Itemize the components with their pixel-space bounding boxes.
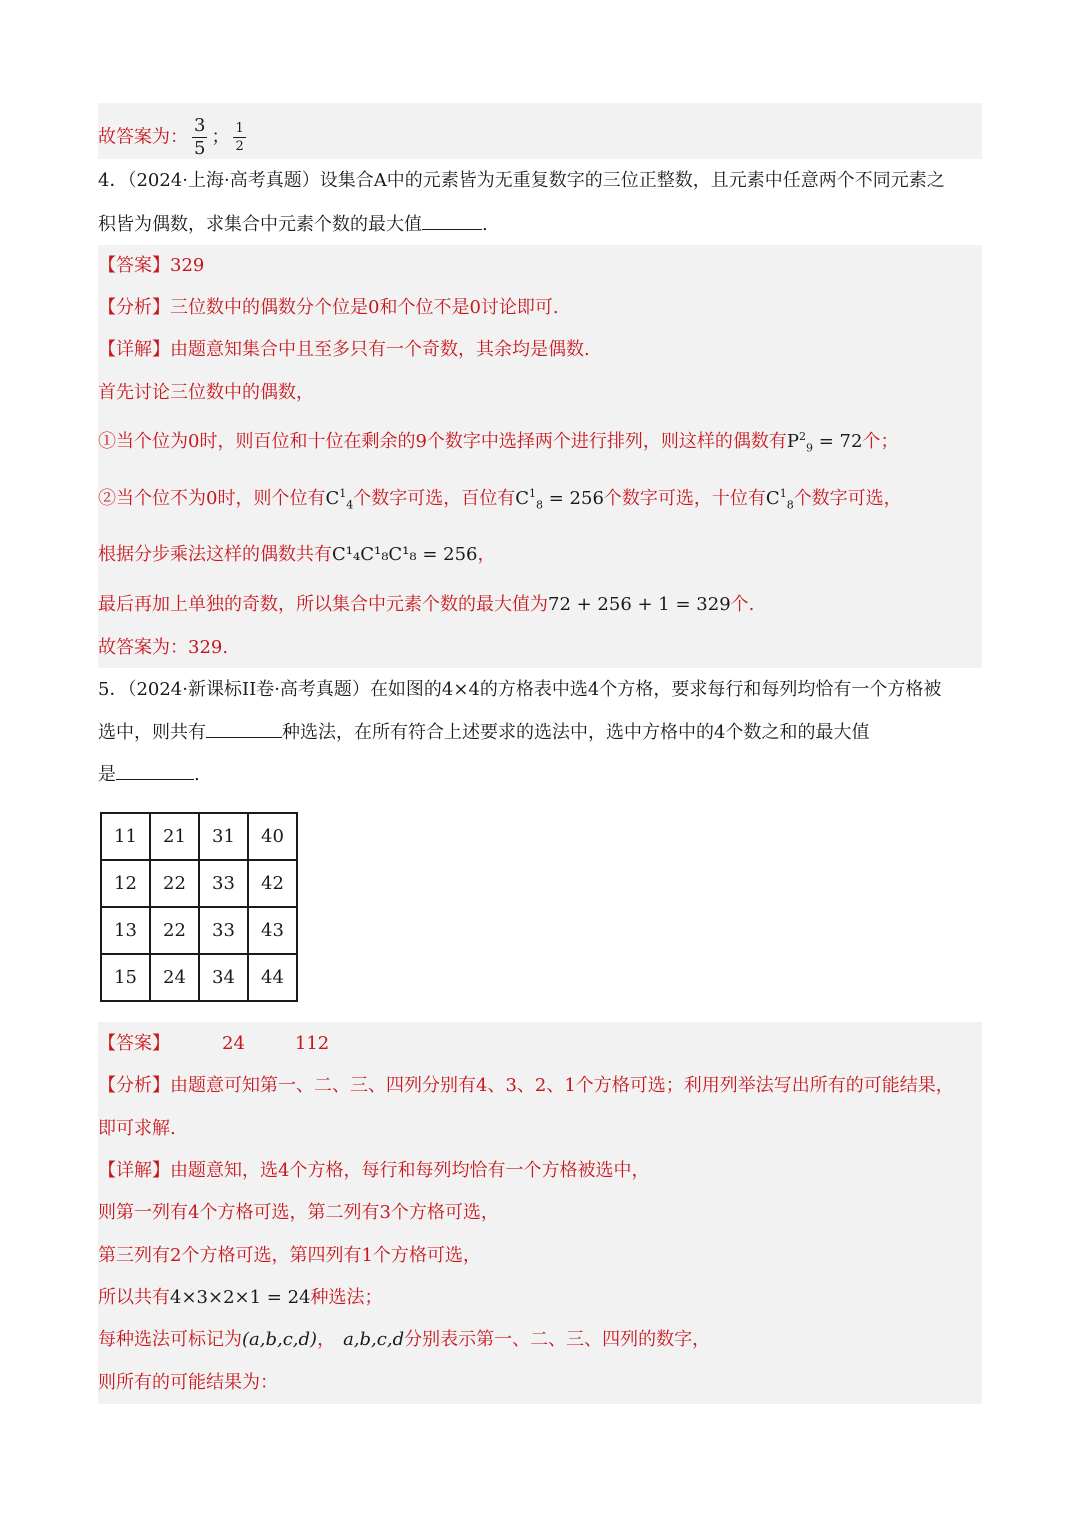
q5-line-3: 是 .	[98, 761, 982, 788]
q4-text-1: 设集合A中的元素皆为无重复数字的三位正整数，且元素中任意两个不同元素之	[319, 170, 945, 191]
detail-text: 由题意知，选4个方格，每行和每列均恰有一个方格被选中，	[170, 1160, 650, 1181]
separator: ；	[211, 126, 230, 148]
sol4-answer	[98, 253, 982, 279]
grid-cell: 22	[150, 907, 199, 954]
q5-line-1	[98, 677, 982, 703]
grid-cell: 24	[150, 954, 199, 1001]
grid-cell: 42	[248, 860, 297, 907]
sum-expr: 72 + 256 + 1 = 329	[548, 594, 731, 615]
q4-source: （2024·上海·高考真题）	[127, 170, 320, 191]
sol4-detail	[98, 337, 982, 363]
answer-tag: 【答案】	[98, 1033, 170, 1054]
detail-tag: 【详解】	[98, 1160, 170, 1181]
fraction-1-2: $\frac{1}{2}$	[235, 121, 244, 154]
product-expr: C¹₄C¹₈C¹₈ = 256	[332, 544, 478, 565]
sol4-case1: ①当个位为0时，则百位和十位在剩余的9个数字中选择两个进行排列，则这样的偶数有$P^2_9 = 72$个；	[98, 430, 899, 455]
analysis-text: 三位数中的偶数分个位是0和个位不是0讨论即可.	[170, 297, 559, 318]
grid-cell: 21	[150, 813, 199, 860]
combination-c81: $C^1_8 = 256$	[515, 487, 604, 512]
q5-blank-2	[116, 761, 194, 780]
total-expr: 4×3×2×1 = 24	[170, 1287, 311, 1308]
combination-c81-b: $C^1_8$	[765, 487, 794, 512]
sol5-analysis-cont: 即可求解.	[98, 1118, 176, 1139]
permutation-expr: $P^2_9 = 72$	[786, 430, 863, 455]
sol4-conclusion: 故答案为：329.	[98, 637, 229, 658]
sol4-final: 最后再加上单独的奇数，所以集合中元素个数的最大值为72 + 256 + 1 = 329个.	[98, 594, 755, 615]
answer-prefix: 故答案为：	[98, 126, 188, 148]
sol5-detail	[98, 1158, 982, 1184]
answer-value-1: 24	[222, 1033, 245, 1054]
grid-cell: 34	[199, 954, 248, 1001]
analysis-tag: 【分析】	[98, 297, 170, 318]
variables-expr: a,b,c,d	[343, 1329, 405, 1350]
q4-line-1	[98, 168, 982, 194]
q5-text-1: 在如图的4×4的方格表中选4个方格，要求每行和每列均恰有一个方格被	[369, 679, 942, 700]
q4-answer-blank	[422, 211, 482, 230]
grid-cell: 43	[248, 907, 297, 954]
q5-blank-1	[206, 719, 282, 738]
sol5-answer	[98, 1031, 982, 1057]
grid-cell: 40	[248, 813, 297, 860]
prev-answer-line	[98, 117, 982, 158]
grid-row	[101, 813, 297, 860]
q5-line-2: 选中，则共有 种选法，在所有符合上述要求的选法中，选中方格中的4个数之和的最大值	[98, 719, 982, 746]
analysis-tag: 【分析】	[98, 1075, 170, 1096]
grid-cell: 15	[101, 954, 150, 1001]
grid-row	[101, 860, 297, 907]
sol5-col12: 则第一列有4个方格可选，第二列有3个方格可选，	[98, 1202, 499, 1223]
combination-c41: $C^1_4$	[325, 487, 354, 512]
sol5-analysis	[98, 1073, 982, 1099]
q5-number: 5．	[98, 679, 128, 700]
grid-cell: 13	[101, 907, 150, 954]
sol5-total: 所以共有4×3×2×1 = 24种选法；	[98, 1287, 383, 1308]
number-grid	[100, 812, 298, 1002]
sol5-col34: 第三列有2个方格可选，第四列有1个方格可选，	[98, 1245, 481, 1266]
detail-text: 由题意知集合中且至多只有一个奇数，其余均是偶数.	[170, 339, 590, 360]
fraction-3-5: $\frac{3}{5}$	[194, 115, 206, 159]
q4-line-2: 积皆为偶数，求集合中元素个数的最大值 .	[98, 211, 982, 238]
tuple-expr: (a,b,c,d)	[242, 1329, 318, 1350]
grid-cell: 33	[199, 907, 248, 954]
detail-tag: 【详解】	[98, 339, 170, 360]
grid-cell: 22	[150, 860, 199, 907]
grid-cell: 12	[101, 860, 150, 907]
q5-source: （2024·新课标II卷·高考真题）	[127, 679, 370, 700]
q4-number: 4．	[98, 170, 128, 191]
grid-cell: 33	[199, 860, 248, 907]
analysis-text: 由题意可知第一、二、三、四列分别有4、3、2、1个方格可选；利用列举法写出所有的可能结果，	[170, 1075, 954, 1096]
grid-cell: 31	[199, 813, 248, 860]
grid-cell: 11	[101, 813, 150, 860]
sol5-results: 则所有的可能结果为：	[98, 1372, 278, 1393]
sol4-mult: 根据分步乘法这样的偶数共有C¹₄C¹₈C¹₈ = 256，	[98, 544, 496, 565]
grid-row	[101, 907, 297, 954]
grid-cell: 44	[248, 954, 297, 1001]
sol4-case2: ②当个位不为0时，则个位有$C^1_4$个数字可选，百位有$C^1_8 = 256$个数字可选，十位有$C^1_8$个数字可选，	[98, 487, 902, 512]
answer-value: 329	[170, 255, 205, 276]
sol4-analysis	[98, 295, 982, 321]
answer-value-2: 112	[294, 1033, 330, 1054]
answer-tag: 【答案】	[98, 255, 170, 276]
q4-text-2: 积皆为偶数，求集合中元素个数的最大值	[98, 214, 422, 235]
grid-row	[101, 954, 297, 1001]
sol5-mark: 每种选法可标记为(a,b,c,d)， a,b,c,d分别表示第一、二、三、四列的数字，	[98, 1329, 711, 1350]
sol4-first: 首先讨论三位数中的偶数，	[98, 382, 314, 403]
